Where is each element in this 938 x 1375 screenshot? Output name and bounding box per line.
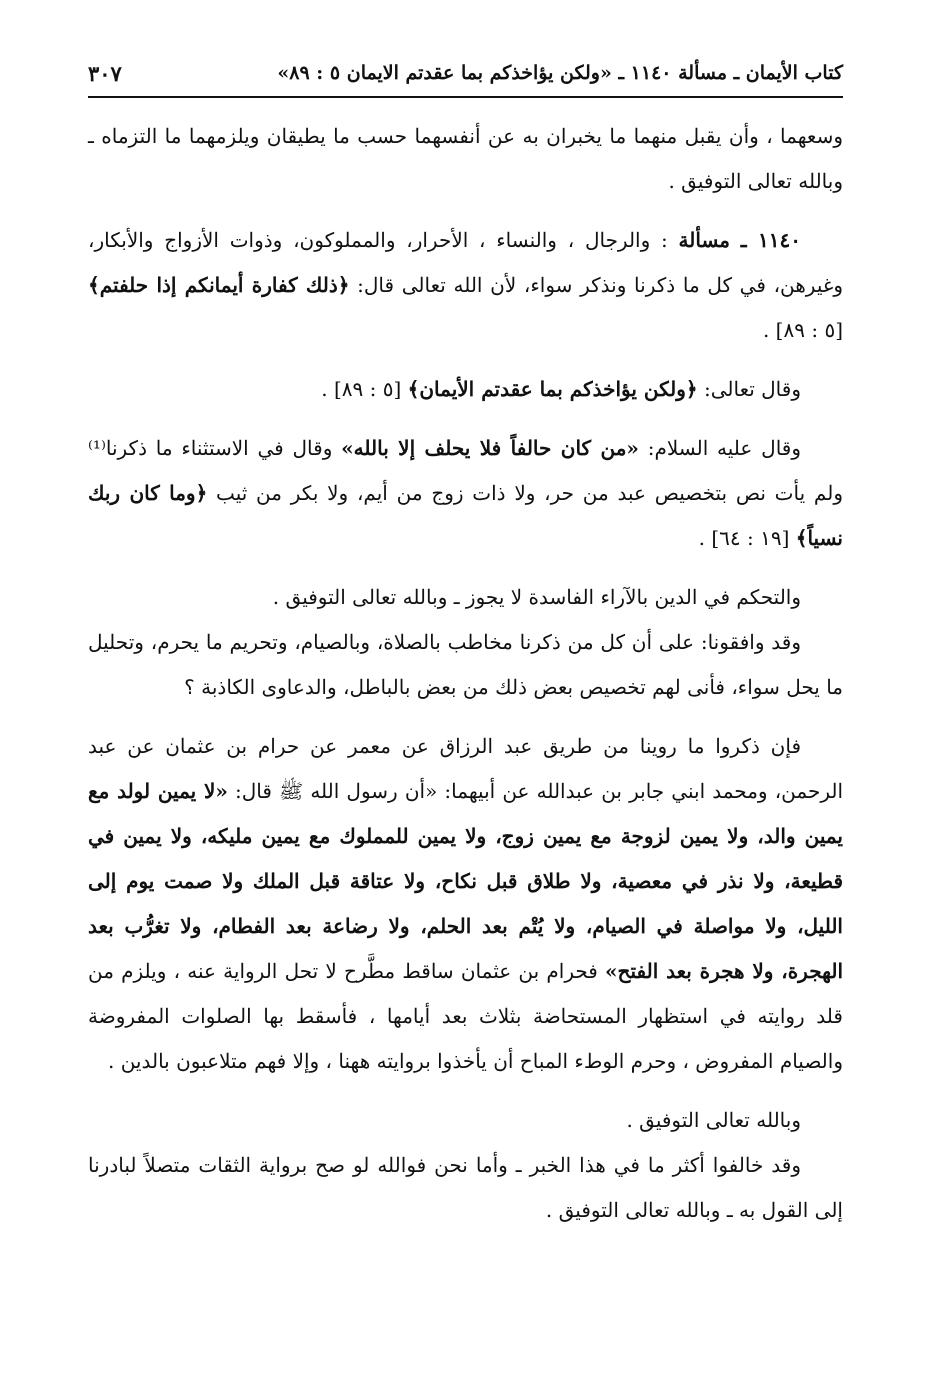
issue-text: : والرجال ، والنساء ، الأحرار، والمملوكون، وذوات الأزواج والأبكار، وغيرهن، في كل ما ذكرنا ونذكر سواء، لأن الله تعالى قال: [88,228,843,297]
quran-verse: ﴿ذلك كفارة أيمانكم إذا حلفتم﴾ [88,273,350,297]
paragraph-3 [88,367,843,412]
paragraph-text: وقال تعالى: [697,377,801,401]
quran-verse: ﴿ولكن يؤاخذكم بما عقدتم الأيمان﴾ [407,377,698,401]
paragraph-8: وبالله تعالى التوفيق . [626,1108,801,1132]
paragraph-6: وقد وافقونا: على أن كل من ذكرنا مخاطب بالصلاة، وبالصيام، وتحريم ما يحرم، وتحليل ما يحل سواء، فأنى لهم تخصيص بعض ذلك من بعض بالباطل، والدعاوى الكاذبة ؟ [88,630,843,699]
running-header [88,52,843,94]
quran-verse: ﴿وما كان ربك نسياً﴾ [88,481,843,550]
hadith-quote: «من كان حالفاً فلا يحلف إلا بالله» [341,436,639,460]
verse-reference: [١٩ : ٦٤] . [698,526,796,550]
issue-label: مسألة [678,228,731,252]
paragraph-7 [88,724,843,1084]
page-number: ٣٠٧ [88,60,122,86]
paragraph-text: وقال عليه السلام: [638,436,802,460]
paragraph-4 [88,426,843,561]
paragraph-9: وقد خالفوا أكثر ما في هذا الخبر ـ وأما نحن فوالله لو صح برواية الثقات متصلاً لبادرنا إلى القول به ـ وبالله تعالى التوفيق . [88,1153,843,1222]
verse-reference: [٥ : ٨٩] . [762,318,843,342]
header-title: كتاب الأيمان ـ مسألة ١١٤٠ ـ «ولكن يؤاخذكم بما عقدتم الايمان ٥ : ٨٩» [277,62,843,84]
paragraph-issue-1140 [88,218,843,353]
header-rule [88,96,843,98]
issue-number: ١١٤٠ ـ [740,228,801,252]
hadith-quote: «لا يمين لولد مع يمين والد، ولا يمين لزوجة مع يمين زوج، ولا يمين للمملوك مع يمين مليكه، ولا يمين في قطيعة، ولا نذر في معصية، ولا طلاق قبل نكاح، ولا عتاقة قبل الملك ولا صمت يوم إلى الليل، ولا مواصلة في الصيام، ولا يُتْم بعد الحلم، ولا رضاعة بعد الفطام، ولا تغرُّب بعد الهجرة، ولا هجرة بعد الفتح» [88,779,843,983]
paragraph-text: فحرام بن عثمان ساقط مطَّرح لا تحل الرواية عنه ، ويلزم من قلد روايته في استظهار المستحاضة بثلاث بعد أيامها ، فأسقط بها الصلوات المفروضة والصيام المفروض ، وحرم الوطء المباح أن يأخذوا بروايته ههنا ، وإلا فهم متلاعبون بالدين . [88,959,843,1073]
paragraph-text: وقال في الاستثناء ما ذكرنا⁽¹⁾ ولم يأت نص بتخصيص عبد من حر، ولا ذات زوج من أيم، ولا بكر من ثيب [88,436,843,505]
main-text [88,114,843,1233]
paragraph-text: فإن ذكروا ما روينا من طريق عبد الرزاق عن معمر عن حرام بن عثمان عن عبد الرحمن، ومحمد ابني جابر بن عبدالله عن أبيهما: «أن رسول الله ﷺ قال: [88,734,843,803]
paragraph-1: وسعهما ، وأن يقبل منهما ما يخبران به عن أنفسهما حسب ما يطيقان ويلزمهما ما التزماه ـ وبالله تعالى التوفيق . [88,124,843,193]
paragraph-5: والتحكم في الدين بالآراء الفاسدة لا يجوز ـ وبالله تعالى التوفيق . [272,585,801,609]
verse-reference: [٥ : ٨٩] . [321,377,408,401]
